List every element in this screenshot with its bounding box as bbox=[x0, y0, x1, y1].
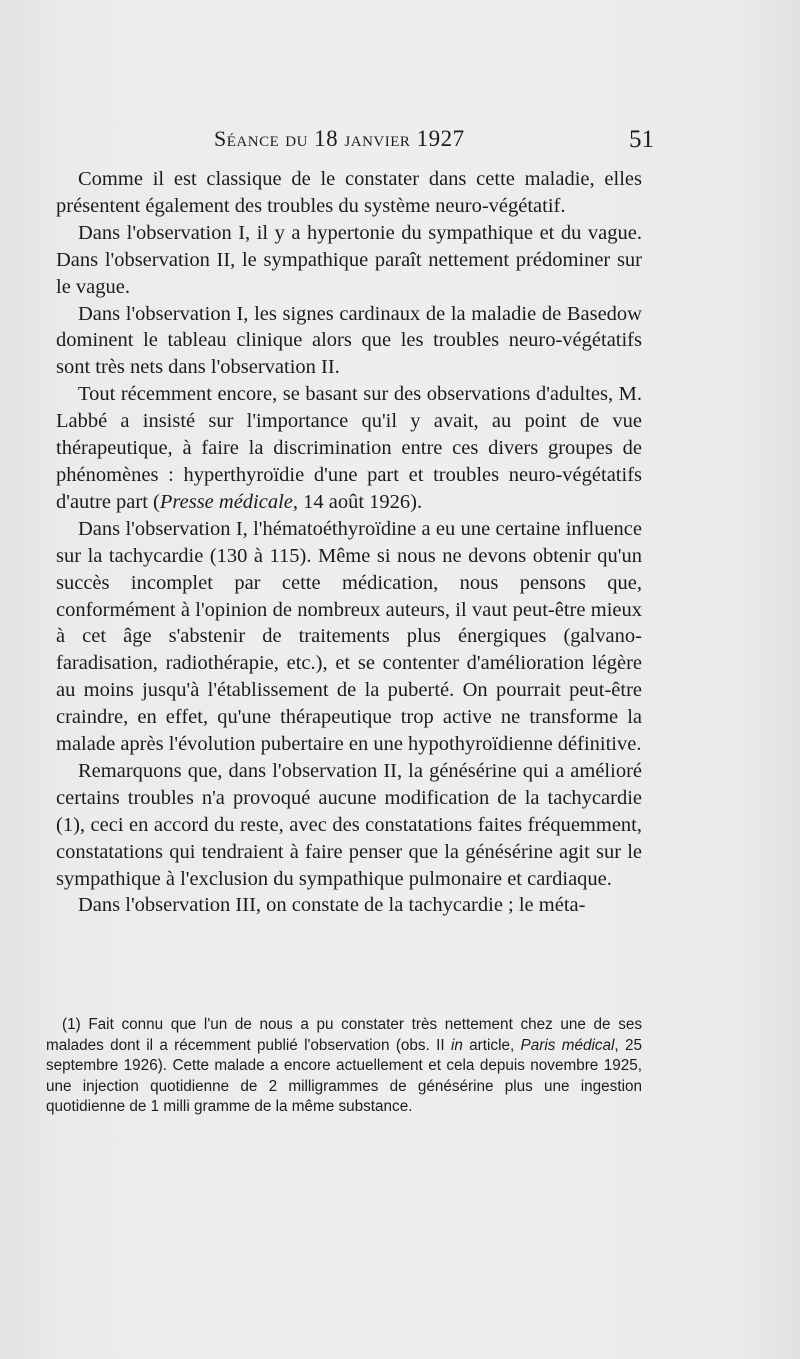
footnote-part-1: (1) Fait connu que l'un de nous a pu constater très nettement chez une de ses malades dont il a récemment publié l'observation (obs. II bbox=[46, 1016, 642, 1054]
footnote bbox=[46, 1015, 642, 1118]
footnote-text bbox=[46, 1015, 642, 1118]
paragraph-labbe-text: Tout récemment encore, se basant sur des observations d'adultes, M. Labbé a insisté sur l'importance qu'il y avait, au point de vue thérapeutique, à faire la discrimination entre ces divers groupes de phénomènes : hyperthyroïdie d'une part et troubles neuro-végétatifs d'autre part ( bbox=[56, 383, 642, 513]
paragraph-hypertonie: Dans l'observation I, il y a hypertonie du sympathique et du vague. Dans l'observation II, le sympathique paraît nettement prédominer sur le vague. bbox=[56, 221, 642, 298]
paragraph-hematoethyroidine: Dans l'observation I, l'hématoéthyroïdine a eu une certaine influence sur la tachycardie (130 à 115). Même si nous ne devons obtenir qu'un succès incomplet par cette médication, nous pensons que, conformément à l'opinion de nombreux auteurs, il vaut peut-être mieux à cet âge s'abstenir de traitements plus énergiques (galvano-faradisation, radiothérapie, etc.), et se contenter d'amélioration légère au moins jusqu'à l'établissement de la puberté. On pourrait peut-être craindre, en effet, qu'une thérapeutique trop active ne transforme la malade après l'évolution pubertaire en une hypothyroïdienne définitive. bbox=[56, 517, 642, 756]
paragraph-labbe-date: , 14 août 1926). bbox=[292, 490, 423, 513]
paragraph-geneserine: Remarquons que, dans l'observation II, la génésérine qui a amélioré certains troubles n'a provoqué aucune modification de la tachycardie (1), ceci en accord du reste, avec des constatations faites fréquemment, constatations qui tendraient à faire penser que la génésérine agit sur le sympathique à l'exclusion du sympathique pulmonaire et cardiaque. bbox=[56, 759, 642, 890]
citation-presse-medicale: Presse médicale bbox=[159, 490, 293, 513]
footnote-part-2: article, bbox=[462, 1036, 521, 1054]
paragraph-classique: Comme il est classique de le constater dans cette maladie, elles présentent également des troubles du système neuro-végétatif. bbox=[56, 168, 642, 217]
header-day: 18 bbox=[314, 126, 339, 151]
paragraph-labbe bbox=[56, 381, 642, 516]
body-text bbox=[56, 166, 642, 919]
header-month: janvier bbox=[344, 126, 411, 151]
paragraph-basedow: Dans l'observation I, les signes cardinaux de la maladie de Basedow dominent le tableau clinique alors que les troubles neuro-végétatifs sont très nets dans l'observation II. bbox=[56, 302, 642, 379]
header-seance: Séance du bbox=[214, 126, 308, 151]
page-number: 51 bbox=[629, 126, 654, 153]
running-header bbox=[214, 126, 654, 158]
header-year: 1927 bbox=[416, 126, 465, 151]
paragraph-observation-iii: Dans l'observation III, on constate de la tachycardie ; le méta- bbox=[78, 894, 586, 917]
footnote-part-3: , 25 septembre 1926). Cette malade a encore actuellement et cela depuis novembre 1925, une injection quotidienne de 2 milligrammes de génésérine plus une ingestion quotidienne de 1 milli gramme de la même substance. bbox=[46, 1036, 642, 1116]
header-title bbox=[214, 126, 465, 152]
footnote-in: in bbox=[450, 1036, 463, 1054]
footnote-paris-medical: Paris médical bbox=[520, 1036, 615, 1054]
